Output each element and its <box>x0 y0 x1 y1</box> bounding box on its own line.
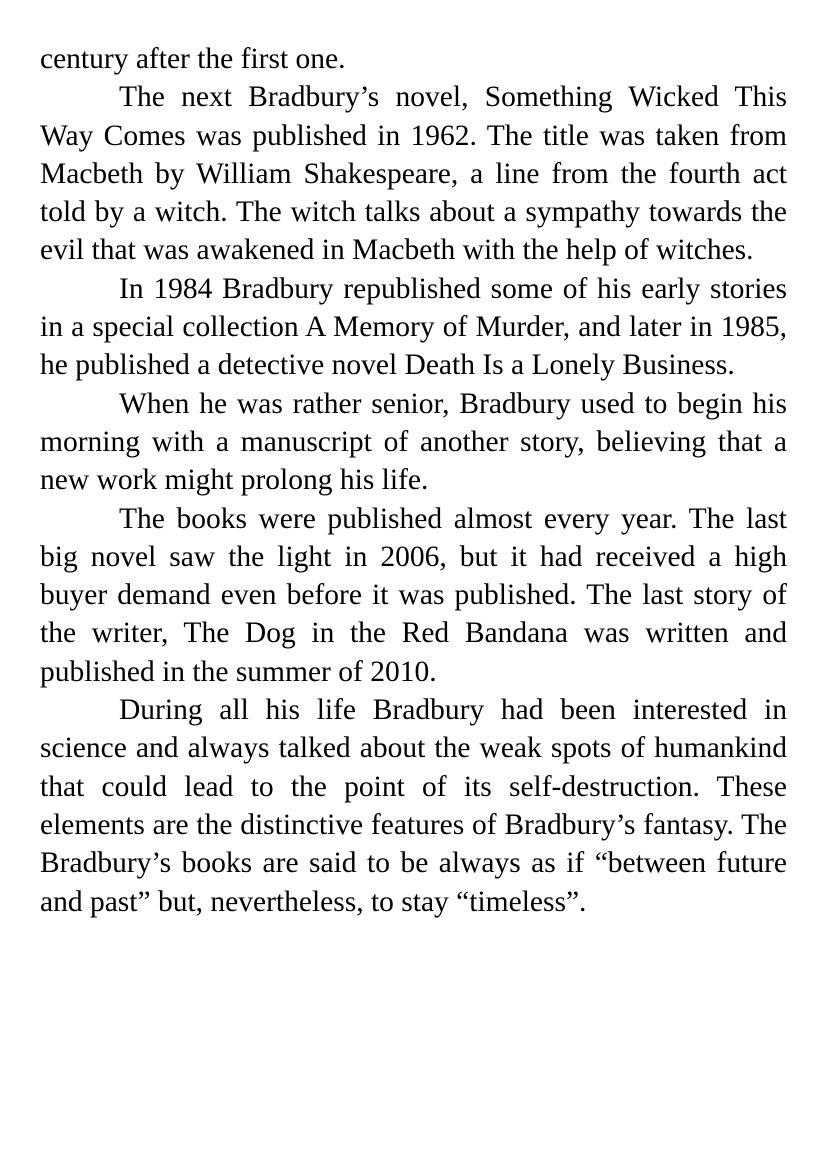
paragraph-morning-manuscript: When he was rather senior, Bradbury used to begin his morning with a manuscript of another story, believing that a new work might prolong his life. <box>40 387 787 497</box>
paragraph-continuation: century after the first one. <box>40 43 346 75</box>
paragraph-publishing-years: The books were published almost every year. The last big novel saw the light in 2006, but it had received a high buyer demand even before it was published. The last story of the writer, The Dog in the Red Bandana was written and published in the summer of 2010. <box>40 502 787 688</box>
document-page <box>40 40 787 921</box>
paragraph-memory-of-murder: In 1984 Bradbury republished some of his early stories in a special collection A Memory of Murder, and later in 1985, he published a detective novel Death Is a Lonely Business. <box>40 272 787 382</box>
paragraph-science-interest: During all his life Bradbury had been interested in science and always talked about the weak spots of humankind that could lead to the point of its self-destruction. These elements are the distinctive features of Bradbury’s fantasy. The Bradbury’s books are said to be always as if “between future and past” but, nevertheless, to stay “timeless”. <box>40 694 787 918</box>
paragraph-something-wicked: The next Bradbury’s novel, Something Wicked This Way Comes was published in 1962. The title was taken from Macbeth by William Shakespeare, a line from the fourth act told by a witch. The witch talks about a sympathy towards the evil that was awakened in Macbeth with the help of witches. <box>40 81 787 267</box>
